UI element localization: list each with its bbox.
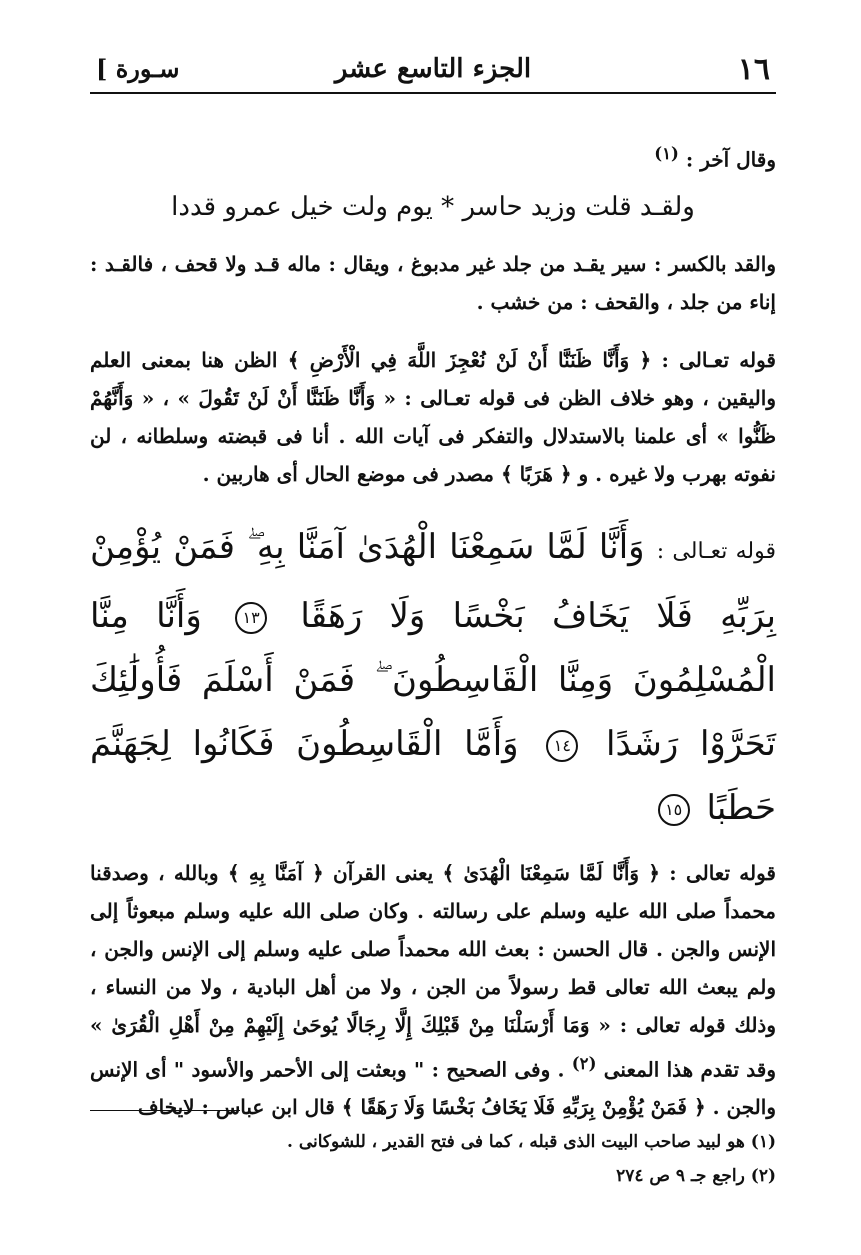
quran-text-2: وَأَنَّا مِنَّا الْمُسْلِمُونَ وَمِنَّا الْقَاسِطُونَ ۖ فَمَنْ أَسْلَمَ فَأُولَٰئِكَ تَحَرَّوْا رَشَدًا <box>90 595 776 764</box>
paragraph-tafsir <box>90 854 776 1127</box>
intro-text: وقال آخر : <box>685 147 776 172</box>
tafsir-tail: . وفى الصحيح : " وبعثت إلى الأحمر والأسود " أى الإنس والجن . ﴿ فَمَنْ يُؤْمِنْ بِرَبِّهِ فَلَا يَخَافُ بَخْسًا وَلَا رَهَقًا ﴾ قال ابن عباس : لايخاف <box>90 1057 776 1120</box>
footnote-ref-1: (١) <box>654 143 679 163</box>
footnote-ref-2: (٢) <box>571 1052 597 1073</box>
footnote-1: (١) هو لبيد صاحب البيت الذى قبله ، كما فى فتح القدير ، للشوكانى . <box>287 1132 776 1152</box>
book-page <box>90 40 776 1220</box>
quran-text-1: وَأَنَّا لَمَّا سَمِعْنَا الْهُدَىٰ آمَنَّا بِهِ ۖ فَمَنْ يُؤْمِنْ بِرَبِّهِ فَلَا يَخَافُ بَخْسًا وَلَا رَهَقًا <box>90 526 777 636</box>
juz-title: الجزء التاسع عشر <box>334 54 532 84</box>
ayah-number-14: ١٤ <box>546 730 578 762</box>
quran-lead: قوله تعـالى : <box>656 538 777 564</box>
ayah-number-15: ١٥ <box>658 794 690 826</box>
paragraph-qadd: والقد بالكسر : سير يقـد من جلد غير مدبوغ ، ويقال : ماله قـد ولا قحف ، فالقـد : إناء من جلد ، والقحف : من خشب . <box>90 251 776 314</box>
intro-line <box>90 134 776 179</box>
poetry-verse: ولقـد قلت وزيد حاسر * يوم ولت خيل عمرو قددا <box>171 191 695 222</box>
footnote-separator <box>90 1110 240 1111</box>
quran-passage <box>90 515 776 840</box>
quran-text-3: وَأَمَّا الْقَاسِطُونَ فَكَانُوا لِجَهَنَّمَ حَطَبًا <box>90 723 776 828</box>
surah-label: [ سـورة <box>96 54 180 83</box>
footnote-2: (٢) راجع جـ ٩ ص ٢٧٤ <box>616 1166 776 1186</box>
paragraph-zann: قوله تعـالى : ﴿ وَأَنَّا ظَنَنَّا أَنْ لَنْ نُعْجِزَ اللَّهَ فِي الْأَرْضِ ﴾ الظن هنا بمعنى العلم واليقين ، وهو خلاف الظن فى قوله تعـالى : « وَأَنَّا ظَنَنَّا أَنْ لَنْ تَقُولَ » ، « وَأَنَّهُمْ ظَنُّوا » أى علمنا بالاستدلال والتفكر فى آيات الله . أنا فى قبضته وسلطانه ، لن نفوته بهرب ولا غيره . و ﴿ هَرَبًا ﴾ مصدر فى موضع الحال أى هاربين . <box>90 347 776 486</box>
running-header <box>90 40 776 94</box>
footnotes <box>90 1125 776 1193</box>
page-number: ١٦ <box>737 52 770 87</box>
ayah-number-13: ١٣ <box>235 602 267 634</box>
tafsir-text: قوله تعالى : ﴿ وَأَنَّا لَمَّا سَمِعْنَا الْهُدَىٰ ﴾ يعنى القرآن ﴿ آمَنَّا بِهِ ﴾ وبالله ، وصدقنا محمداً صلى الله عليه وسلم على رسالته . وكان صلى الله عليه وسلم مبعوثاً إلى الإنس والجن . قال الحسن : بعث الله محمداً صلى عليه وسلم إلى الإنس والجن ، ولم يبعث الله تعالى قط رسولاً من الجن ، ولا من أهل البادية ، ولا من النساء ، وذلك قوله تعالى : « وَمَا أَرْسَلْنَا مِنْ قَبْلِكَ إِلَّا رِجَالًا يُوحَىٰ إِلَيْهِمْ مِنْ أَهْلِ الْقُرَىٰ » وقد تقدم هذا المعنى <box>90 860 776 1082</box>
